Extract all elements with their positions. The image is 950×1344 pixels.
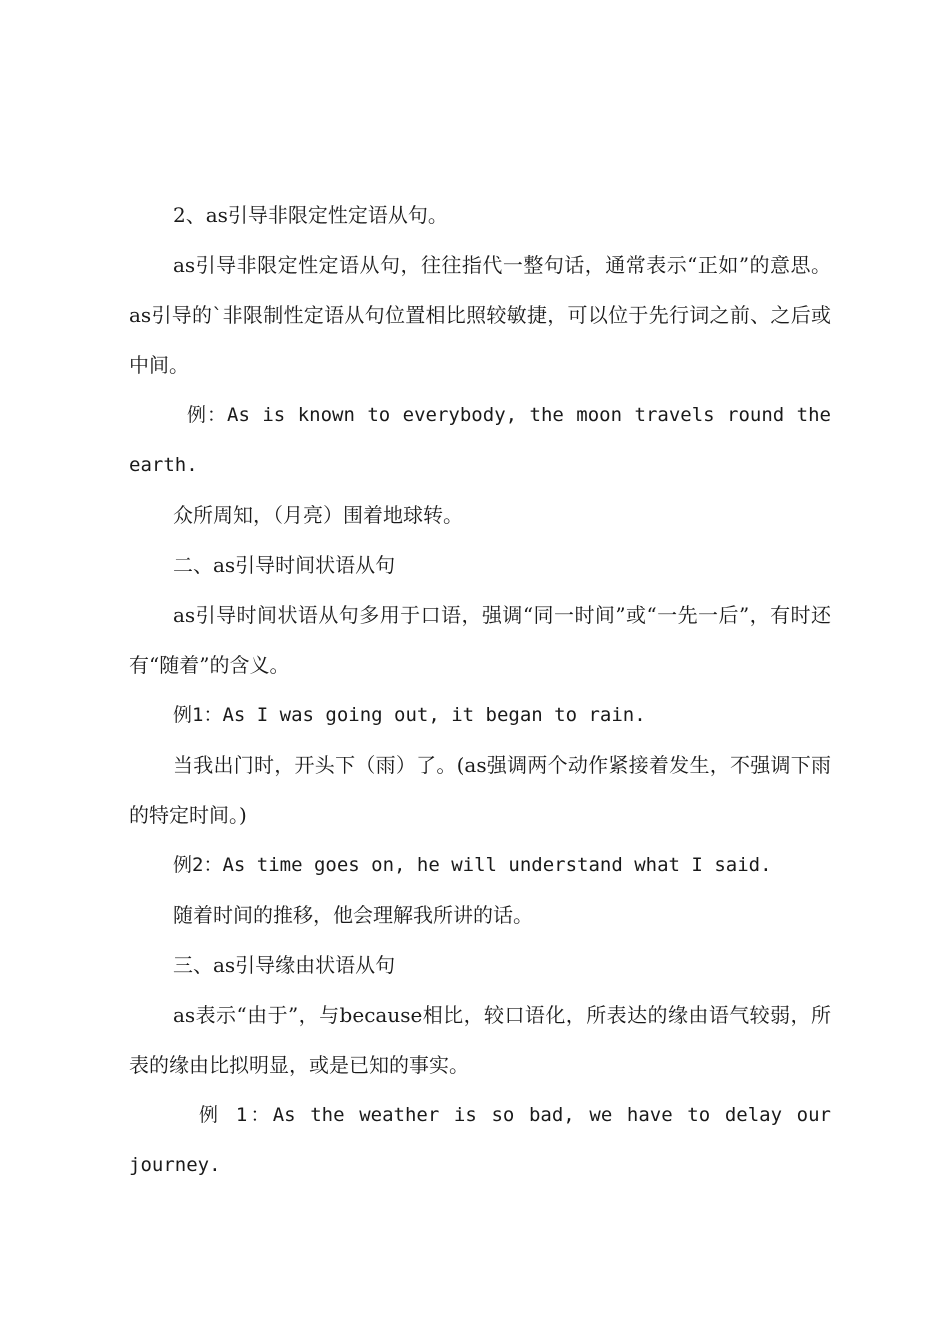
paragraph-nonrestrictive-explanation: as引导非限定性定语从句，往往指代一整句话，通常表示“正如”的意思。as引导的`非限制性定语从句位置相比照较敏捷，可以位于先行词之前、之后或中间。 [129,253,831,377]
paragraph-reason-clause-explanation: as表示“由于”，与because相比，较口语化，所表达的缘由语气较弱，所表的缘由比拟明显，或是已知的事实。 [129,1003,831,1077]
translation-time: 随着时间的推移，他会理解我所讲的话。 [173,903,533,927]
example-sentence-weather: 例 1：As the weather is so bad, we have to delay our journey. [129,1104,831,1176]
paragraph-time-clause-explanation: as引导时间状语从句多用于口语，强调“同一时间”或“一先一后”，有时还有“随着”的含义。 [129,603,831,677]
example-sentence-rain: 例1：As I was going out, it began to rain. [173,704,646,726]
translation-known: 众所周知，（月亮）围着地球转。 [173,503,463,527]
example-sentence-time: 例2：As time goes on, he will understand what I said. [173,854,772,876]
example-sentence-known: 例：As is known to everybody, the moon travels round the earth. [129,404,831,476]
document-body [129,190,831,1190]
section-heading-time-clause: 二、as引导时间状语从句 [173,553,396,577]
translation-rain: 当我出门时，开头下（雨）了。(as强调两个动作紧接着发生，不强调下雨的特定时间。) [129,753,831,827]
section-heading-reason-clause: 三、as引导缘由状语从句 [173,953,396,977]
section-heading-nonrestrictive: 2、as引导非限定性定语从句。 [173,203,448,227]
